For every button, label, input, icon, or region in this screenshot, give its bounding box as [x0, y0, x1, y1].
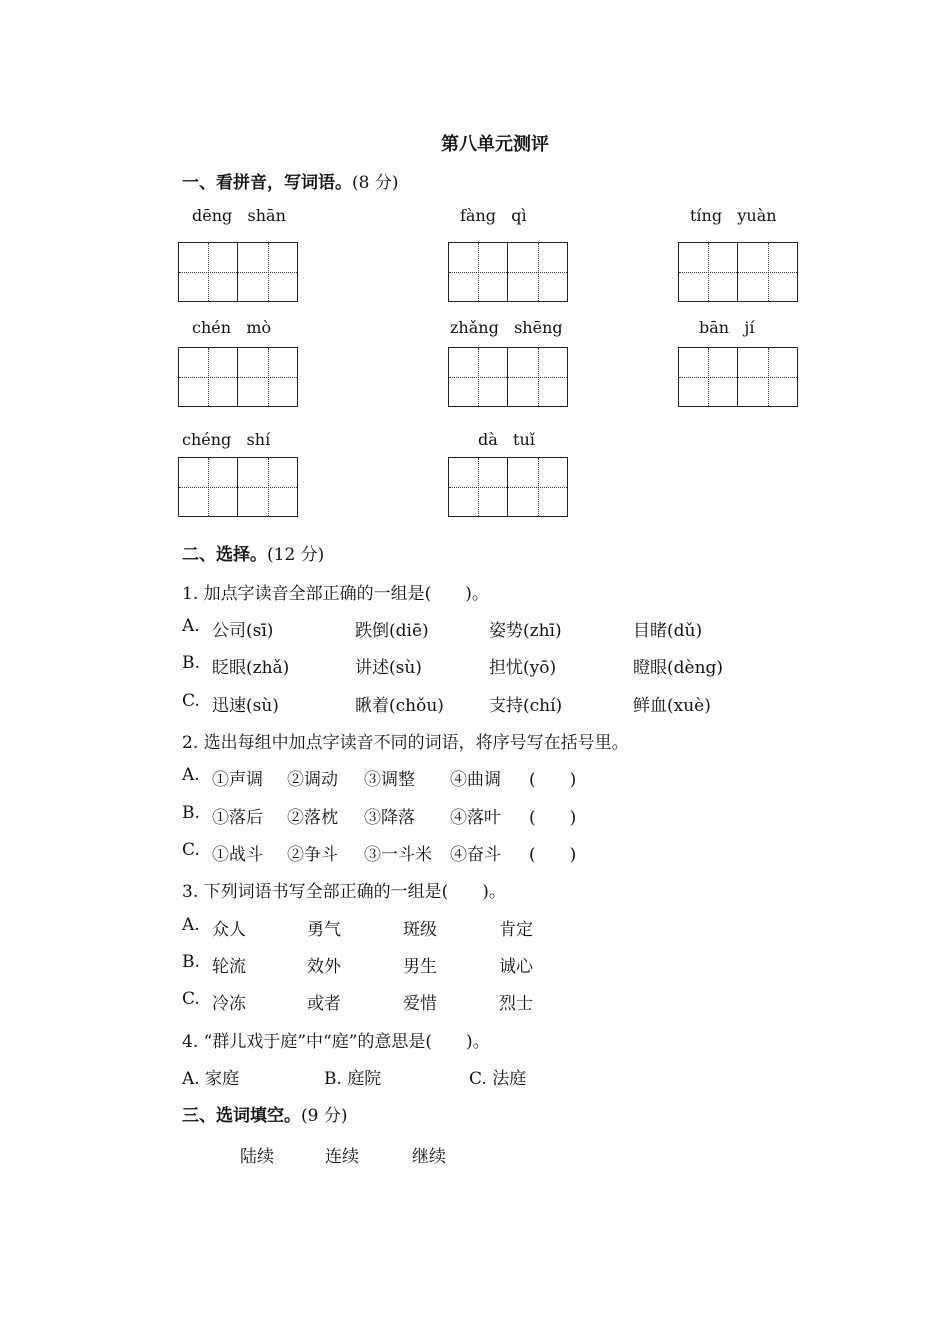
pinyin-syllable: bān [699, 318, 730, 337]
option-word: ④曲调 [450, 770, 501, 790]
writing-grid[interactable] [448, 242, 568, 302]
option-word: ③调整 [364, 770, 415, 790]
option-word: 效外 [307, 957, 341, 977]
option-word: 鲜血(xuè) [633, 696, 711, 716]
option-word: ③降落 [364, 808, 415, 828]
option-label: B. [182, 803, 200, 823]
option-word: 肯定 [499, 920, 533, 940]
pinyin-syllable: zhǎng [450, 318, 499, 337]
option-word: ②调动 [287, 770, 338, 790]
writing-grid[interactable] [448, 457, 568, 517]
section1-points: (8 分) [352, 173, 399, 193]
pinyin-syllable: dà [478, 430, 498, 449]
writing-cell[interactable] [238, 347, 298, 407]
option-word: 轮流 [212, 957, 246, 977]
option-label: C. [182, 989, 200, 1009]
writing-cell[interactable] [178, 457, 238, 517]
option-word: ①落后 [212, 808, 263, 828]
question-stem: 2. 选出每组中加点字读音不同的词语，将序号写在括号里。 [182, 733, 629, 753]
writing-grid[interactable] [678, 242, 798, 302]
pinyin-label [690, 206, 777, 225]
writing-cell[interactable] [508, 242, 568, 302]
writing-grid[interactable] [678, 347, 798, 407]
option-word: ①声调 [212, 770, 263, 790]
option-word: 勇气 [307, 920, 341, 940]
pinyin-label [192, 206, 286, 225]
writing-cell[interactable] [178, 242, 238, 302]
option-word: 瞪眼(dèng) [633, 658, 724, 678]
writing-cell[interactable] [738, 347, 798, 407]
pinyin-syllable: shān [247, 206, 286, 225]
writing-grid[interactable] [178, 347, 298, 407]
option-word: 姿势(zhī) [489, 621, 562, 641]
option-label: A. [182, 616, 200, 636]
pinyin-syllable: shí [246, 430, 271, 449]
writing-cell[interactable] [448, 242, 508, 302]
option-word: 冷冻 [212, 994, 246, 1014]
page-title: 第八单元测评 [441, 134, 549, 155]
option-word: 众人 [212, 920, 246, 940]
option-word: 诚心 [499, 957, 533, 977]
section1-heading-text: 一、看拼音，写词语。 [182, 173, 352, 193]
option-word: ④落叶 [450, 808, 501, 828]
word-bank-item: 连续 [325, 1147, 359, 1167]
option-label: B. [182, 653, 200, 673]
pinyin-syllable: tíng [690, 206, 723, 225]
option-label: A. [182, 765, 200, 785]
answer-blank[interactable]: ( ) [529, 845, 577, 865]
option-choice: C. 法庭 [469, 1069, 527, 1089]
option-choice: A. 家庭 [182, 1069, 240, 1089]
option-word: 讲述(sù) [355, 658, 422, 678]
pinyin-syllable: shēng [514, 318, 563, 337]
writing-cell[interactable] [238, 242, 298, 302]
option-word: 或者 [307, 994, 341, 1014]
section1-heading [182, 168, 398, 193]
section2-heading-text: 二、选择。 [182, 545, 267, 565]
pinyin-label [699, 318, 754, 337]
question-stem: 1. 加点字读音全部正确的一组是( )。 [182, 584, 489, 604]
pinyin-label [450, 318, 563, 337]
option-word: 跌倒(diē) [355, 621, 429, 641]
writing-cell[interactable] [448, 347, 508, 407]
option-label: A. [182, 915, 200, 935]
pinyin-syllable: yuàn [737, 206, 777, 225]
writing-cell[interactable] [508, 457, 568, 517]
word-bank-item: 继续 [412, 1147, 446, 1167]
option-word: 瞅着(chǒu) [355, 696, 444, 716]
option-word: 担忧(yō) [489, 658, 557, 678]
section2-points: (12 分) [267, 545, 325, 565]
option-word: 公司(sī) [212, 621, 274, 641]
writing-cell[interactable] [448, 457, 508, 517]
option-word: 迅速(sù) [212, 696, 279, 716]
writing-cell[interactable] [738, 242, 798, 302]
option-word: ②落枕 [287, 808, 338, 828]
option-label: B. [182, 952, 200, 972]
writing-cell[interactable] [178, 347, 238, 407]
pinyin-syllable: qì [511, 206, 527, 225]
pinyin-syllable: mò [246, 318, 272, 337]
section3-heading-text: 三、选词填空。 [182, 1106, 301, 1126]
option-word: ④奋斗 [450, 845, 501, 865]
pinyin-syllable: chéng [182, 430, 232, 449]
question-stem: 4. “群儿戏于庭”中“庭”的意思是( )。 [182, 1032, 490, 1052]
section3-heading [182, 1101, 347, 1126]
pinyin-syllable: dēng [192, 206, 233, 225]
writing-cell[interactable] [678, 242, 738, 302]
answer-blank[interactable]: ( ) [529, 770, 577, 790]
option-word: ①战斗 [212, 845, 263, 865]
pinyin-syllable: fàng [460, 206, 497, 225]
option-word: ③一斗米 [364, 845, 432, 865]
writing-grid[interactable] [178, 457, 298, 517]
pinyin-label [182, 430, 270, 449]
pinyin-syllable: tuǐ [513, 430, 535, 449]
writing-cell[interactable] [508, 347, 568, 407]
question-stem: 3. 下列词语书写全部正确的一组是( )。 [182, 882, 506, 902]
option-label: C. [182, 840, 200, 860]
pinyin-label [460, 206, 527, 225]
option-label: C. [182, 691, 200, 711]
pinyin-label [192, 318, 271, 337]
word-bank-item: 陆续 [240, 1147, 274, 1167]
option-word: 目睹(dǔ) [633, 621, 703, 641]
writing-grid[interactable] [178, 242, 298, 302]
option-word: 眨眼(zhǎ) [212, 658, 290, 678]
answer-blank[interactable]: ( ) [529, 808, 577, 828]
option-word: ②争斗 [287, 845, 338, 865]
option-word: 爱惜 [403, 994, 437, 1014]
pinyin-syllable: chén [192, 318, 232, 337]
writing-cell[interactable] [678, 347, 738, 407]
section2-heading [182, 540, 324, 565]
option-word: 支持(chí) [489, 696, 563, 716]
option-choice: B. 庭院 [324, 1069, 382, 1089]
writing-cell[interactable] [238, 457, 298, 517]
option-word: 烈士 [499, 994, 533, 1014]
section3-points: (9 分) [301, 1106, 348, 1126]
writing-grid[interactable] [448, 347, 568, 407]
pinyin-syllable: jí [744, 318, 755, 337]
option-word: 斑级 [403, 920, 437, 940]
option-word: 男生 [403, 957, 437, 977]
pinyin-label [478, 430, 535, 449]
